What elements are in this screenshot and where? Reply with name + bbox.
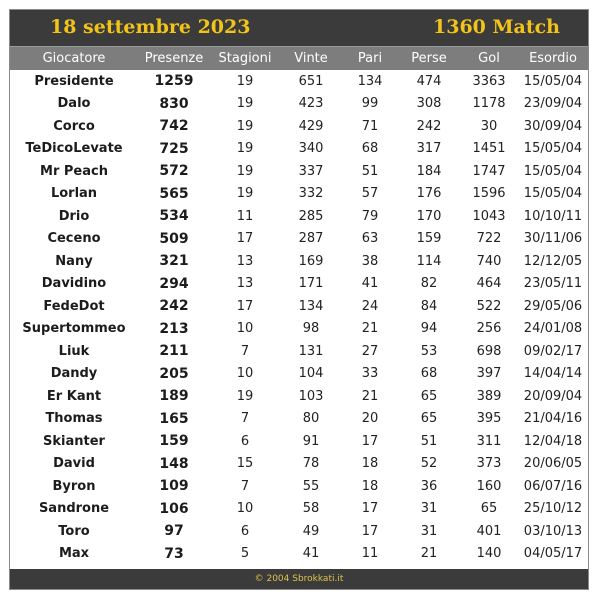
cell-perse: 31 (420, 501, 438, 517)
cell-gol: 722 (476, 231, 502, 247)
cell-esordio: 06/07/16 (523, 478, 583, 494)
cell-esordio: 20/06/05 (523, 456, 583, 472)
cell-perse: 65 (420, 411, 438, 427)
cell-vinte: 285 (298, 208, 324, 224)
match-count: 1360 Match (433, 16, 560, 38)
col-header-stagioni: Stagioni (210, 47, 280, 71)
cell-gol: 397 (476, 366, 502, 382)
cell-player-name: Drio (58, 208, 90, 224)
cell-gol: 160 (476, 478, 502, 494)
cell-stagioni: 19 (236, 141, 254, 157)
cell-pari: 71 (361, 118, 379, 134)
cell-vinte: 340 (298, 141, 324, 157)
cell-player-name: Lorlan (50, 186, 98, 202)
table-row (10, 498, 588, 521)
cell-player-name: Thomas (45, 411, 103, 427)
cell-presenze: 321 (159, 253, 189, 270)
cell-presenze: 572 (159, 163, 189, 180)
cell-perse: 317 (416, 141, 442, 157)
cell-pari: 27 (361, 343, 379, 359)
table-row (10, 250, 588, 273)
cell-vinte: 80 (302, 411, 320, 427)
cell-pari: 38 (361, 253, 379, 269)
cell-presenze: 830 (159, 95, 189, 112)
cell-presenze: 725 (159, 140, 189, 157)
cell-vinte: 332 (298, 186, 324, 202)
cell-player-name: Byron (52, 478, 96, 494)
table-row (10, 430, 588, 453)
cell-gol: 1043 (472, 208, 506, 224)
cell-esordio: 12/04/18 (523, 433, 583, 449)
cell-perse: 82 (420, 276, 438, 292)
table-row (10, 340, 588, 363)
cell-stagioni: 5 (240, 546, 250, 562)
table-row (10, 273, 588, 296)
cell-gol: 464 (476, 276, 502, 292)
cell-esordio: 04/05/17 (523, 546, 583, 562)
cell-stagioni: 10 (236, 366, 254, 382)
table-row (10, 363, 588, 386)
cell-stagioni: 6 (240, 523, 250, 539)
table-row (10, 318, 588, 341)
cell-player-name: David (53, 456, 95, 472)
cell-stagioni: 19 (236, 118, 254, 134)
cell-player-name: Davidino (41, 276, 107, 292)
players-table (10, 46, 588, 565)
cell-perse: 114 (416, 253, 442, 269)
cell-pari: 57 (361, 186, 379, 202)
cell-presenze: 159 (159, 433, 189, 450)
cell-pari: 21 (361, 388, 379, 404)
cell-player-name: Mr Peach (40, 163, 108, 179)
cell-stagioni: 19 (236, 163, 254, 179)
date-title: 18 settembre 2023 (50, 16, 251, 38)
cell-player-name: TeDicoLevate (25, 141, 123, 157)
cell-presenze: 565 (159, 185, 189, 202)
cell-pari: 41 (361, 276, 379, 292)
cell-vinte: 91 (302, 433, 320, 449)
cell-pari: 17 (361, 523, 379, 539)
col-header-gol: Gol (460, 47, 518, 71)
col-header-presenze: Presenze (138, 47, 210, 71)
cell-stagioni: 10 (236, 321, 254, 337)
table-row (10, 70, 588, 93)
cell-presenze: 97 (164, 523, 184, 540)
cell-stagioni: 17 (236, 231, 254, 247)
table-row (10, 520, 588, 543)
cell-esordio: 25/10/12 (523, 501, 583, 517)
cell-gol: 373 (476, 456, 502, 472)
cell-pari: 17 (361, 501, 379, 517)
cell-esordio: 15/05/04 (523, 73, 583, 89)
cell-esordio: 24/01/08 (523, 321, 583, 337)
table-row (10, 295, 588, 318)
cell-esordio: 12/12/05 (523, 253, 583, 269)
cell-esordio: 20/09/04 (523, 388, 583, 404)
cell-stagioni: 13 (236, 253, 254, 269)
cell-esordio: 15/05/04 (523, 141, 583, 157)
cell-stagioni: 7 (240, 343, 250, 359)
table-row (10, 475, 588, 498)
cell-presenze: 213 (159, 320, 189, 337)
cell-gol: 1451 (472, 141, 506, 157)
cell-perse: 51 (420, 433, 438, 449)
cell-esordio: 10/10/11 (523, 208, 583, 224)
cell-stagioni: 10 (236, 501, 254, 517)
table-row (10, 160, 588, 183)
cell-stagioni: 7 (240, 478, 250, 494)
cell-pari: 79 (361, 208, 379, 224)
cell-perse: 474 (416, 73, 442, 89)
col-header-giocatore: Giocatore (10, 47, 138, 71)
cell-stagioni: 19 (236, 388, 254, 404)
cell-perse: 52 (420, 456, 438, 472)
cell-stagioni: 13 (236, 276, 254, 292)
table-body (10, 70, 588, 565)
table-header-row (10, 47, 588, 71)
cell-gol: 740 (476, 253, 502, 269)
cell-vinte: 41 (302, 546, 320, 562)
cell-vinte: 169 (298, 253, 324, 269)
cell-pari: 63 (361, 231, 379, 247)
cell-presenze: 189 (159, 388, 189, 405)
cell-player-name: Nany (55, 253, 93, 269)
cell-stagioni: 11 (236, 208, 254, 224)
cell-stagioni: 19 (236, 73, 254, 89)
cell-vinte: 171 (298, 276, 324, 292)
cell-player-name: Corco (53, 118, 95, 134)
cell-player-name: Sandrone (38, 501, 110, 517)
cell-player-name: Dalo (57, 96, 91, 112)
cell-player-name: FedeDot (43, 298, 105, 314)
cell-esordio: 14/04/14 (523, 366, 583, 382)
cell-gol: 1178 (472, 96, 506, 112)
cell-player-name: Presidente (34, 73, 114, 89)
cell-pari: 21 (361, 321, 379, 337)
cell-pari: 51 (361, 163, 379, 179)
col-header-perse: Perse (398, 47, 460, 71)
col-header-pari: Pari (342, 47, 398, 71)
cell-pari: 18 (361, 456, 379, 472)
table-row (10, 408, 588, 431)
cell-presenze: 109 (159, 478, 189, 495)
cell-esordio: 15/05/04 (523, 163, 583, 179)
table-row (10, 205, 588, 228)
cell-player-name: Er Kant (46, 388, 102, 404)
cell-vinte: 287 (298, 231, 324, 247)
cell-perse: 94 (420, 321, 438, 337)
cell-perse: 170 (416, 208, 442, 224)
cell-esordio: 03/10/13 (523, 523, 583, 539)
cell-stagioni: 19 (236, 96, 254, 112)
cell-gol: 30 (480, 118, 498, 134)
cell-vinte: 134 (298, 298, 324, 314)
cell-pari: 24 (361, 298, 379, 314)
cell-gol: 65 (480, 501, 498, 517)
cell-perse: 242 (416, 118, 442, 134)
table-row (10, 453, 588, 476)
cell-player-name: Max (58, 546, 90, 562)
cell-presenze: 106 (159, 500, 189, 517)
cell-pari: 33 (361, 366, 379, 382)
title-bar (10, 10, 588, 46)
cell-pari: 68 (361, 141, 379, 157)
table-row (10, 93, 588, 116)
cell-presenze: 211 (159, 343, 189, 360)
cell-pari: 18 (361, 478, 379, 494)
cell-gol: 311 (476, 433, 502, 449)
cell-vinte: 104 (298, 366, 324, 382)
cell-vinte: 78 (302, 456, 320, 472)
cell-pari: 20 (361, 411, 379, 427)
cell-stagioni: 17 (236, 298, 254, 314)
cell-perse: 68 (420, 366, 438, 382)
cell-perse: 176 (416, 186, 442, 202)
cell-perse: 21 (420, 546, 438, 562)
cell-esordio: 30/11/06 (523, 231, 583, 247)
cell-gol: 3363 (472, 73, 506, 89)
cell-perse: 65 (420, 388, 438, 404)
col-header-vinte: Vinte (280, 47, 342, 71)
cell-stagioni: 7 (240, 411, 250, 427)
cell-stagioni: 15 (236, 456, 254, 472)
table-row (10, 385, 588, 408)
cell-gol: 522 (476, 298, 502, 314)
cell-perse: 308 (416, 96, 442, 112)
cell-vinte: 429 (298, 118, 324, 134)
cell-pari: 99 (361, 96, 379, 112)
col-header-esordio: Esordio (518, 47, 588, 71)
footer-copyright: © 2004 Sbrokkati.it (10, 569, 588, 589)
cell-player-name: Ceceno (47, 231, 101, 247)
cell-gol: 1747 (472, 163, 506, 179)
cell-perse: 159 (416, 231, 442, 247)
cell-presenze: 205 (159, 365, 189, 382)
table-row (10, 543, 588, 566)
cell-presenze: 242 (159, 298, 189, 315)
cell-player-name: Toro (58, 523, 90, 539)
cell-perse: 36 (420, 478, 438, 494)
cell-vinte: 423 (298, 96, 324, 112)
cell-pari: 134 (357, 73, 383, 89)
cell-esordio: 09/02/17 (523, 343, 583, 359)
cell-player-name: Liuk (58, 343, 90, 359)
cell-presenze: 742 (159, 118, 189, 135)
cell-gol: 698 (476, 343, 502, 359)
cell-stagioni: 19 (236, 186, 254, 202)
cell-presenze: 73 (164, 545, 184, 562)
table-row (10, 138, 588, 161)
cell-vinte: 58 (302, 501, 320, 517)
cell-gol: 140 (476, 546, 502, 562)
cell-esordio: 29/05/06 (523, 298, 583, 314)
cell-esordio: 15/05/04 (523, 186, 583, 202)
cell-perse: 84 (420, 298, 438, 314)
cell-gol: 401 (476, 523, 502, 539)
cell-presenze: 534 (159, 208, 189, 225)
table-row (10, 228, 588, 251)
cell-esordio: 23/05/11 (523, 276, 583, 292)
cell-perse: 53 (420, 343, 438, 359)
cell-esordio: 30/09/04 (523, 118, 583, 134)
cell-gol: 256 (476, 321, 502, 337)
cell-vinte: 103 (298, 388, 324, 404)
cell-vinte: 337 (298, 163, 324, 179)
cell-gol: 1596 (472, 186, 506, 202)
cell-gol: 395 (476, 411, 502, 427)
cell-perse: 31 (420, 523, 438, 539)
cell-vinte: 98 (302, 321, 320, 337)
cell-vinte: 131 (298, 343, 324, 359)
cell-vinte: 49 (302, 523, 320, 539)
cell-player-name: Supertommeo (22, 321, 126, 337)
stats-panel (9, 9, 589, 590)
cell-perse: 184 (416, 163, 442, 179)
cell-esordio: 23/09/04 (523, 96, 583, 112)
cell-stagioni: 6 (240, 433, 250, 449)
cell-presenze: 294 (159, 275, 189, 292)
cell-vinte: 55 (302, 478, 320, 494)
table-row (10, 183, 588, 206)
cell-pari: 17 (361, 433, 379, 449)
cell-player-name: Skianter (43, 433, 105, 449)
cell-presenze: 165 (159, 410, 189, 427)
cell-esordio: 21/04/16 (523, 411, 583, 427)
cell-gol: 389 (476, 388, 502, 404)
cell-presenze: 148 (159, 455, 189, 472)
cell-presenze: 1259 (154, 73, 194, 90)
table-row (10, 115, 588, 138)
cell-player-name: Dandy (50, 366, 98, 382)
cell-pari: 11 (361, 546, 379, 562)
cell-presenze: 509 (159, 230, 189, 247)
cell-vinte: 651 (298, 73, 324, 89)
